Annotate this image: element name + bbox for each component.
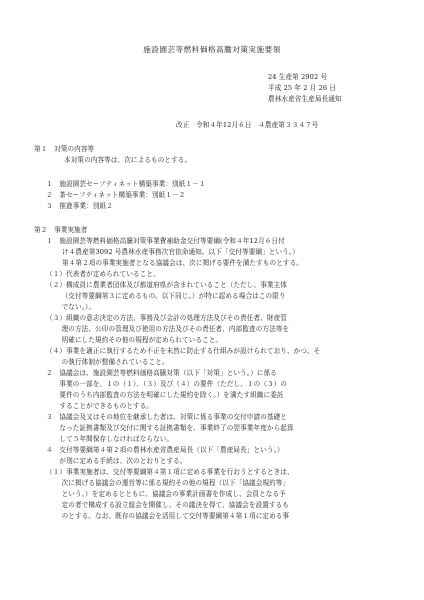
body-line: （１）事業実施者は、交付等要綱第４第１項に定める事業を行おうとするときは、 xyxy=(46,468,294,476)
issuer: 農林水産省生産局長通知 xyxy=(268,95,342,103)
section1-item: ２ 茶セーフティネット構築事業：別紙１－２ xyxy=(46,191,186,199)
body-line: （２）構成員に農業者団体及び都道府県が含まれていること（ただし、事業主体 xyxy=(46,281,287,289)
section1-heading: 第１ 対策の内容等 xyxy=(34,145,95,153)
body-line: という。）を定めるとともに、協議会の事業計画書を作成し、会員となる予 xyxy=(46,490,286,498)
body-line: の執行体制が整備されていること。 xyxy=(46,358,169,366)
body-line: 定の者で構成する設立総会を開催し、その議決を得て、協議会を設置するも xyxy=(46,501,290,509)
body-line: （４）事業を適正に執行するため不正を未然に防止する仕組みが設けられており、かつ、そ xyxy=(46,347,321,355)
body-line: して５年間保存しなければならない。 xyxy=(46,435,174,443)
body-line: することができるものとする。 xyxy=(46,402,154,410)
body-line: 第４第２項の事業実施者となる協議会は、次に掲げる要件を満たすものとする。 xyxy=(62,259,303,267)
body-line: （１）代表者が定められていること。 xyxy=(46,270,160,278)
body-line: （３）組織の意志決定の方法、事務及び会計の処理方法及びその責任者、財産管 xyxy=(46,314,287,322)
body-line: なった証拠書類及び交付に関する証拠書類を、事業終了の翌事業年度から起算 xyxy=(46,424,294,432)
section1-item: １ 施設園芸セーフティネット構築事業：別紙１－１ xyxy=(46,180,206,188)
body-line: 理の方法、公印の管理及び使用の方法及びその責任者、内部監査の方法等を xyxy=(46,325,290,333)
body-line: でない。）。 xyxy=(46,303,96,311)
issuance-number: 24 生産第 2902 号 xyxy=(268,73,328,81)
body-line: １ 施設園芸等燃料価格高騰対策事業費補助金交付等要綱(令和４年12月６日付 xyxy=(46,237,285,245)
body-line: （交付等要綱第３に定めるもの。以下同じ。）が特に認める場合はこの限り xyxy=(46,292,286,300)
section2-heading: 第２ 事業実施者 xyxy=(34,226,88,234)
revision-note: 改正 令和４年12月６日 ４農産第３３４７号 xyxy=(176,121,319,129)
document-title: 施設園芸等燃料価格高騰対策実施要領 xyxy=(143,45,281,54)
body-line: け４農産第3092 号農林水産事務次官依命通知。以下「交付等要綱」という。） xyxy=(62,248,299,256)
body-line: ４ 交付等要綱第４第２項の農林水産省農産局長（以下「農産局長」という。） xyxy=(46,446,284,454)
body-line: 要件のうち内部監査の方法を明確にした規約を除く。）を満たす組織に委託 xyxy=(46,391,284,399)
body-line: ２ 協議会は、施設園芸等燃料価格高騰対策（以下「対策」という。）に係る xyxy=(46,369,277,377)
body-line: が別に定める手続は、次のとおりとする。 xyxy=(46,457,187,465)
section1-intro: 本対策の内容等は、次によるものとする。 xyxy=(64,156,192,164)
body-line: ３ 協議会及又はその地位を継承した者は、対策に係る事業の交付申請の基礎と xyxy=(46,413,287,421)
body-line: 事業の一部を、１の（１）、（３）及び（４）の要件（ただし、１の（３）の xyxy=(46,380,288,388)
section1-item: ３ 推進事業：別紙２ xyxy=(46,202,113,210)
issuance-date: 平成 25 年 2 月 26 日 xyxy=(268,84,337,92)
body-line: 明確にした規約その他の規程が定められていること。 xyxy=(46,336,223,344)
body-line: のとする。なお、既存の協議会を活用して交付等要綱第４第１項に定める事 xyxy=(46,512,290,520)
body-line: 次に掲げる協議会の運営等に係る規約その他の規程（以下「協議会規約等」 xyxy=(46,479,290,487)
